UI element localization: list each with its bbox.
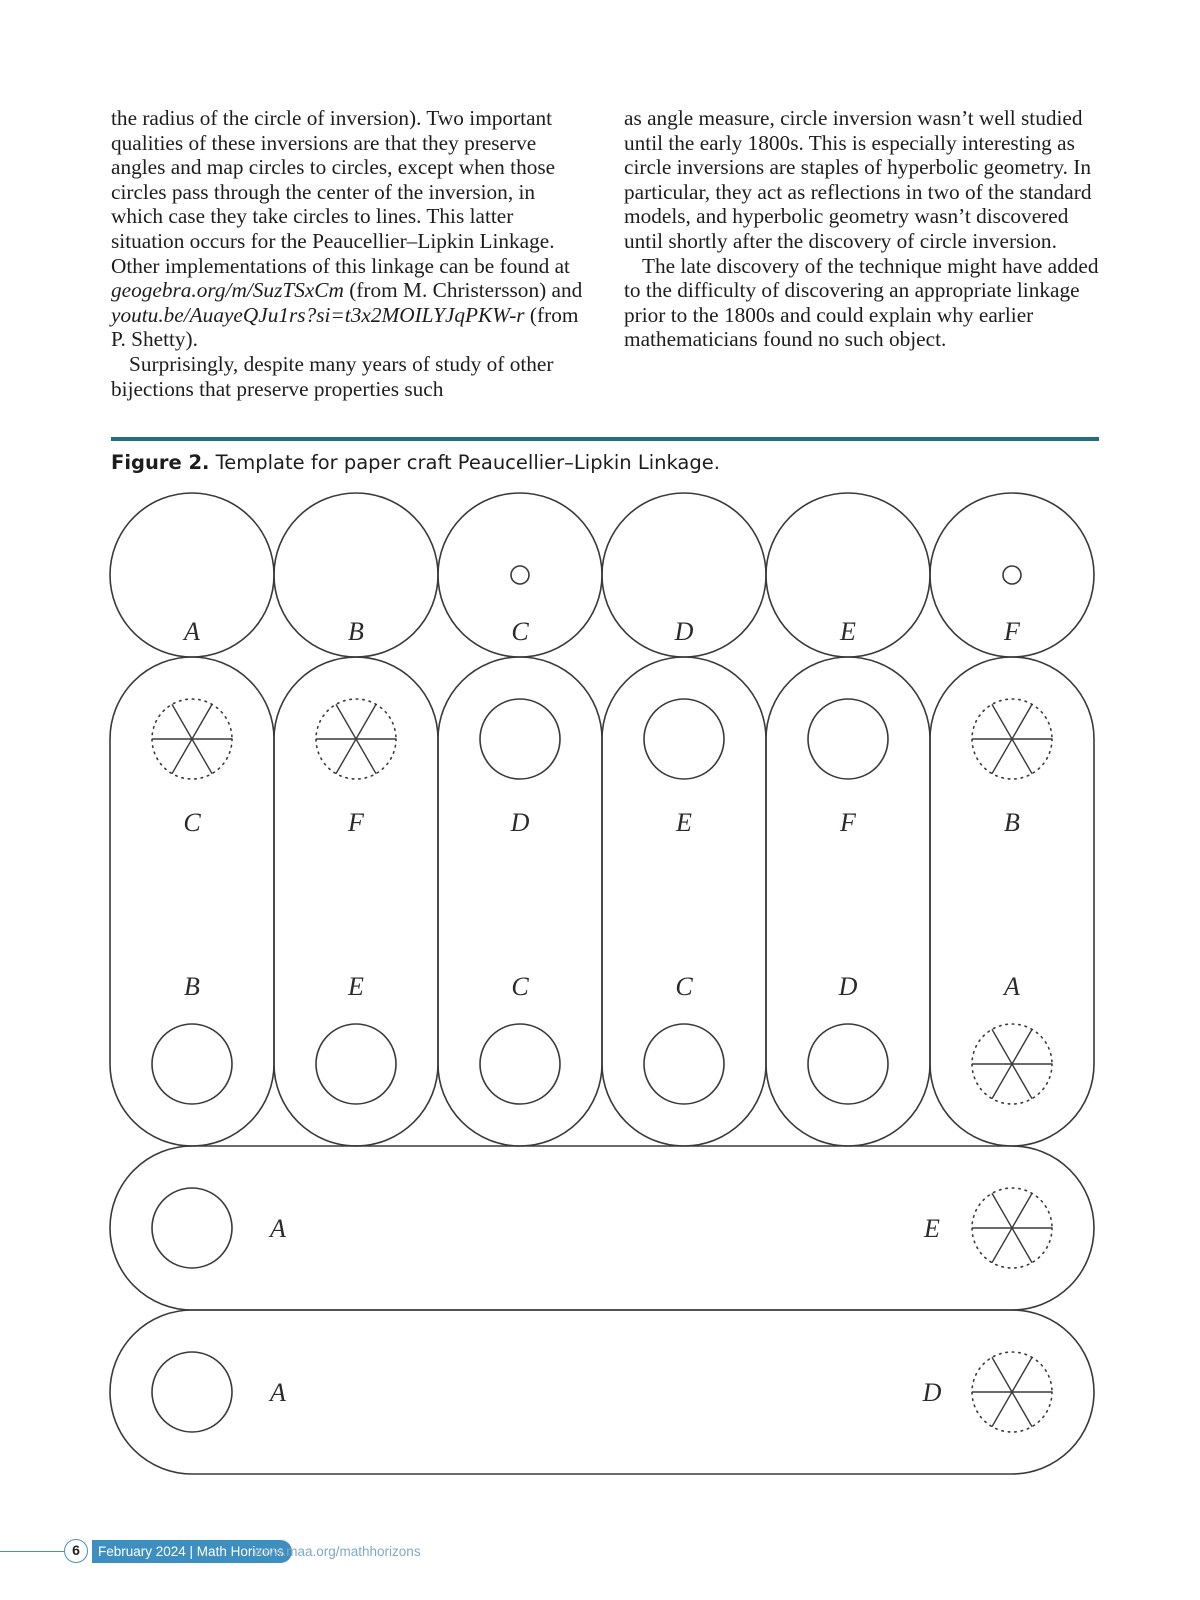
link-bottom-hole-circle: [152, 1024, 232, 1104]
right-paragraph-2: The late discovery of the technique might have added to the difficulty of discovering an appropriate linkage prior to the 1800s and could explain why earlier mathematicians found no such object.: [624, 253, 1099, 352]
disc-label: B: [348, 617, 364, 646]
link-top-label: F: [840, 808, 856, 837]
section-divider: [111, 437, 1099, 441]
link-bottom-label: C: [675, 972, 693, 1001]
link-top-hole-slit: [172, 704, 212, 773]
horizontal-link-2: [110, 1310, 1094, 1474]
text-run: the radius of the circle of inversion). Two important qualities of these inversions are that they preserve angles and map circles to circles, except when those circles pass through the center of the inversion, in which case they take circles to lines. This latter situation occurs for the Peaucellier–Lipkin Linkage. Other implementations of this linkage can be found at: [111, 106, 570, 278]
link-right-label: D: [922, 1378, 942, 1407]
link-bottom-hole-circle: [480, 1024, 560, 1104]
disc-label: A: [184, 617, 200, 646]
link-bottom-label: C: [511, 972, 529, 1001]
right-text-column: [624, 106, 1110, 352]
disc-label: D: [674, 617, 694, 646]
disc-label: C: [511, 617, 529, 646]
left-paragraph-2: Surprisingly, despite many years of study of other bijections that preserve properties such: [111, 351, 554, 401]
link-bottom-hole-circle: [316, 1024, 396, 1104]
link-top-hole-dotted-ring: [972, 699, 1052, 779]
text-run: (from M. Christersson) and: [343, 278, 583, 303]
link-bottom-label: D: [838, 972, 858, 1001]
link-bottom-label: B: [184, 972, 200, 1001]
link-bottom-hole-circle: [644, 1024, 724, 1104]
link-top-hole-circle: [808, 699, 888, 779]
disc-label: E: [840, 617, 856, 646]
page-footer: [0, 1536, 420, 1568]
link-left-hole-circle: [152, 1188, 232, 1268]
link-top-hole-circle: [480, 699, 560, 779]
footer-url[interactable]: www.maa.org/mathhorizons: [254, 1544, 421, 1559]
figure-caption: [111, 451, 1099, 474]
link-top-hole-dotted-ring: [316, 699, 396, 779]
vertical-link-1: [110, 657, 274, 1146]
link-top-hole-slit: [992, 704, 1032, 773]
link-left-label: A: [270, 1378, 286, 1407]
disc-c: [438, 493, 602, 657]
link-top-label: E: [676, 808, 692, 837]
figure-caption-text: Template for paper craft Peaucellier–Lipkin Linkage.: [209, 451, 720, 474]
disc-e: [766, 493, 930, 657]
link-top-hole-slit: [336, 704, 376, 773]
link-top-hole-slit: [172, 704, 212, 773]
vertical-link-6: [930, 657, 1094, 1146]
pin-hole: [511, 566, 529, 584]
issue-label: February 2024 | Math Horizons: [92, 1540, 292, 1563]
link-top-hole-dotted-ring: [152, 699, 232, 779]
text-run: (from P. Shetty).: [111, 302, 579, 352]
vertical-link-4: [602, 657, 766, 1146]
vertical-link-3: [438, 657, 602, 1146]
disc-a: [110, 493, 274, 657]
link-bottom-label: E: [348, 972, 364, 1001]
figure-caption-label: Figure 2.: [111, 451, 210, 474]
link-top-label: D: [510, 808, 530, 837]
disc-label: F: [1004, 617, 1020, 646]
link-top-label: C: [183, 808, 201, 837]
youtube-link[interactable]: youtu.be/AuayeQJu1rs?si=t3x2MOILYJqPKW-r: [111, 302, 525, 327]
disc-b: [274, 493, 438, 657]
right-paragraph-1: as angle measure, circle inversion wasn’t well studied until the early 1800s. This is especially interesting as circle inversions are staples of hyperbolic geometry. In particular, they act as reflections in two of the standard models, and hyperbolic geometry wasn’t discovered until shortly after the discovery of circle inversion.: [624, 106, 1092, 253]
link-right-hole-slit: [992, 1357, 1032, 1426]
left-text-column: [111, 106, 591, 401]
link-top-hole-slit: [992, 704, 1032, 773]
link-bottom-hole-dotted-ring: [972, 1024, 1052, 1104]
link-right-hole-slit: [992, 1193, 1032, 1262]
link-right-hole-slit: [992, 1193, 1032, 1262]
link-left-label: A: [270, 1214, 286, 1243]
disc-f: [930, 493, 1094, 657]
pin-hole: [1003, 566, 1021, 584]
link-top-label: B: [1004, 808, 1020, 837]
footer-line: [0, 1551, 64, 1552]
link-bottom-label: A: [1004, 972, 1020, 1001]
link-bottom-hole-slit: [992, 1029, 1032, 1098]
geogebra-link[interactable]: geogebra.org/m/SuzTSxCm: [111, 278, 344, 303]
vertical-link-2: [274, 657, 438, 1146]
link-right-hole-dotted-ring: [972, 1188, 1052, 1268]
disc-d: [602, 493, 766, 657]
link-right-label: E: [924, 1214, 940, 1243]
left-paragraph-1: [111, 106, 591, 352]
link-top-hole-circle: [644, 699, 724, 779]
page-number: 6: [64, 1539, 88, 1563]
link-right-hole-slit: [992, 1357, 1032, 1426]
link-top-hole-slit: [336, 704, 376, 773]
vertical-link-5: [766, 657, 930, 1146]
link-left-hole-circle: [152, 1352, 232, 1432]
link-bottom-hole-circle: [808, 1024, 888, 1104]
link-bottom-hole-slit: [992, 1029, 1032, 1098]
horizontal-link-1: [110, 1146, 1094, 1310]
link-top-label: F: [348, 808, 364, 837]
link-right-hole-dotted-ring: [972, 1352, 1052, 1432]
